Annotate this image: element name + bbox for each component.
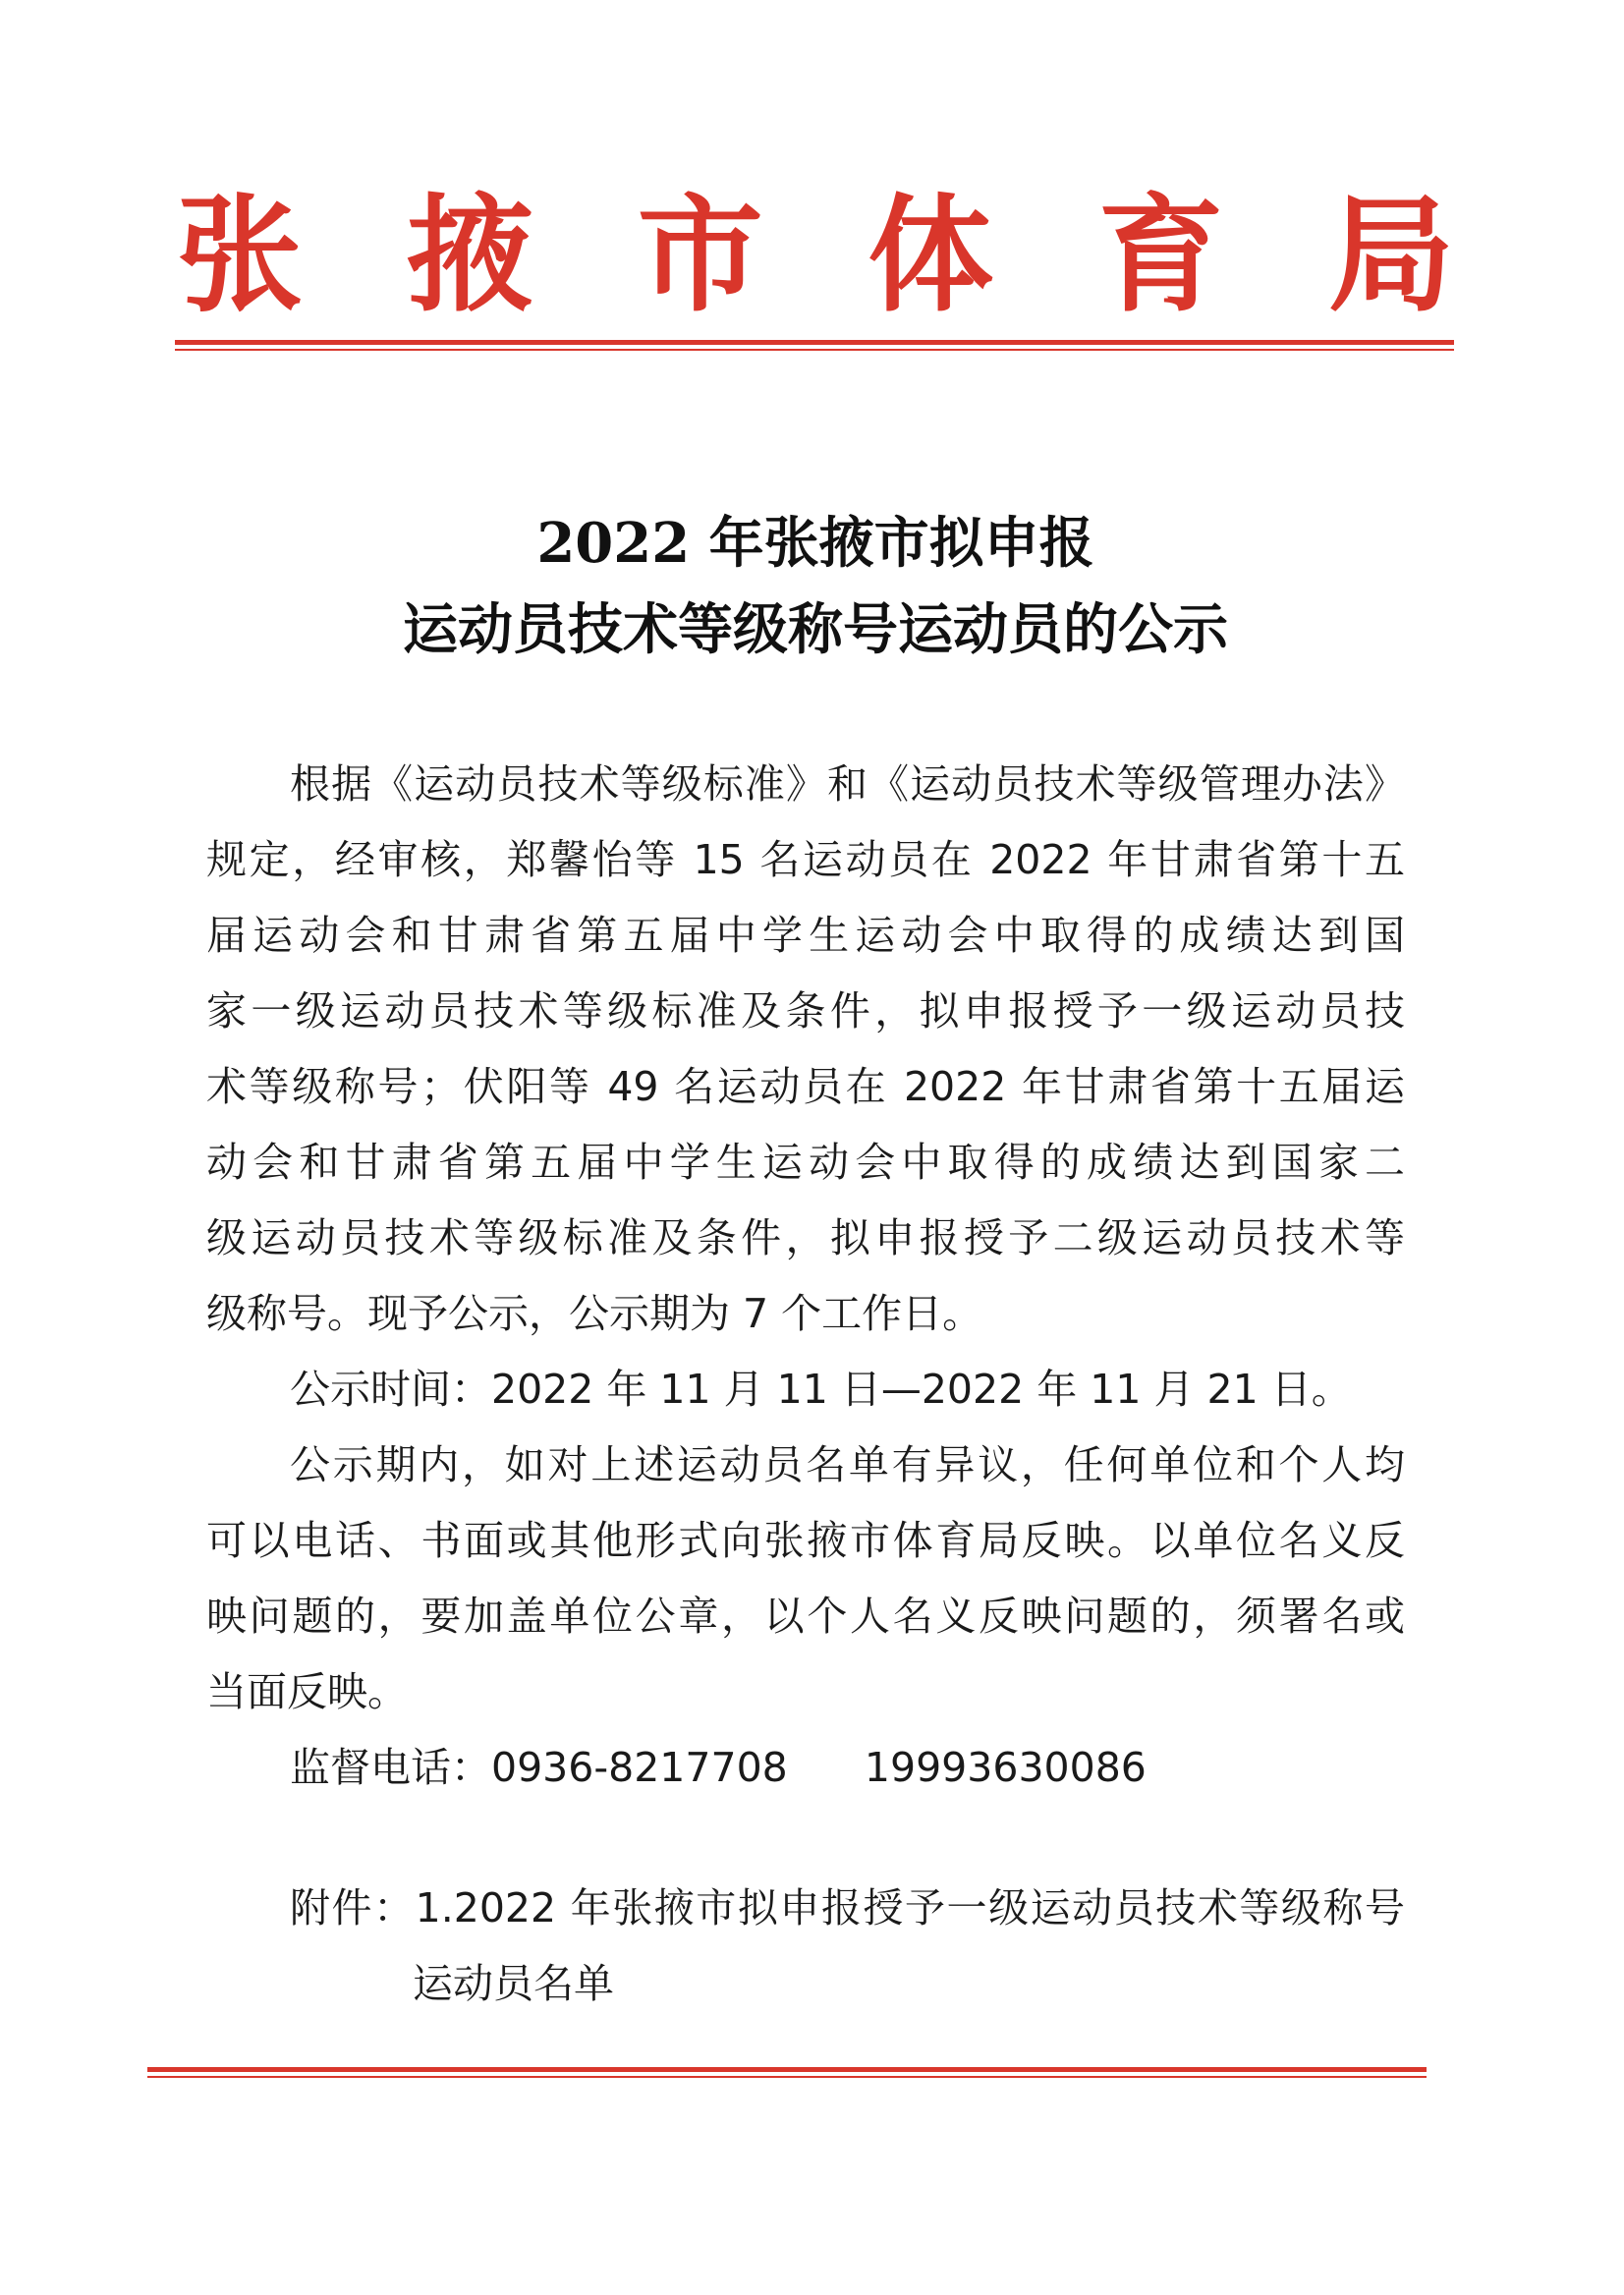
announcement-period: 公示时间：2022 年 11 月 11 日—2022 年 11 月 21 日。 — [290, 1366, 1352, 1413]
org-name-char: 局 — [1327, 182, 1454, 329]
body-text-line: 级称号。现予公示，公示期为 7 个工作日。 — [206, 1290, 983, 1337]
body-text-line: 根据《运动员技术等级标准》和《运动员技术等级管理办法》 — [290, 760, 1405, 808]
footer-divider — [147, 2067, 1427, 2072]
org-name-char: 掖 — [407, 182, 533, 329]
document-title-line-1: 2022 年张掖市拟申报 — [536, 511, 1094, 576]
body-text-line: 级运动员技术等级标准及条件，拟申报授予二级运动员技术等 — [206, 1214, 1405, 1261]
footer-divider-thin — [147, 2076, 1427, 2078]
body-text-line: 动会和甘肃省第五届中学生运动会中取得的成绩达到国家二 — [206, 1139, 1405, 1186]
org-name-char: 张 — [177, 182, 304, 329]
document-title-line-2: 运动员技术等级称号运动员的公示 — [403, 597, 1228, 662]
body-text-line: 届运动会和甘肃省第五届中学生运动会中取得的成绩达到国 — [206, 912, 1405, 959]
body-text-line: 映问题的，要加盖单位公章，以个人名义反映问题的，须署名或 — [206, 1593, 1405, 1640]
supervision-phone: 监督电话：0936-8217708 19993630086 — [290, 1744, 1147, 1791]
org-name-char: 育 — [1097, 182, 1224, 329]
body-text-line: 规定，经审核，郑馨怡等 15 名运动员在 2022 年甘肃省第十五 — [206, 836, 1405, 883]
body-text-line: 家一级运动员技术等级标准及条件，拟申报授予一级运动员技 — [206, 987, 1405, 1035]
org-name-char: 体 — [868, 182, 994, 329]
body-text-line: 术等级称号；伏阳等 49 名运动员在 2022 年甘肃省第十五届运 — [206, 1063, 1405, 1110]
org-name-header — [177, 172, 1454, 339]
body-text-line: 当面反映。 — [206, 1668, 408, 1715]
header-divider-thin — [175, 349, 1454, 351]
header-divider — [175, 340, 1454, 345]
org-name-char: 市 — [637, 182, 763, 329]
attachment-line-continued: 运动员名单 — [413, 1960, 614, 2007]
attachment-line: 附件：1.2022 年张掖市拟申报授予一级运动员技术等级称号 — [290, 1884, 1405, 1931]
body-text-line: 公示期内，如对上述运动员名单有异议，任何单位和个人均 — [290, 1441, 1405, 1488]
body-text-line: 可以电话、书面或其他形式向张掖市体育局反映。以单位名义反 — [206, 1517, 1405, 1564]
